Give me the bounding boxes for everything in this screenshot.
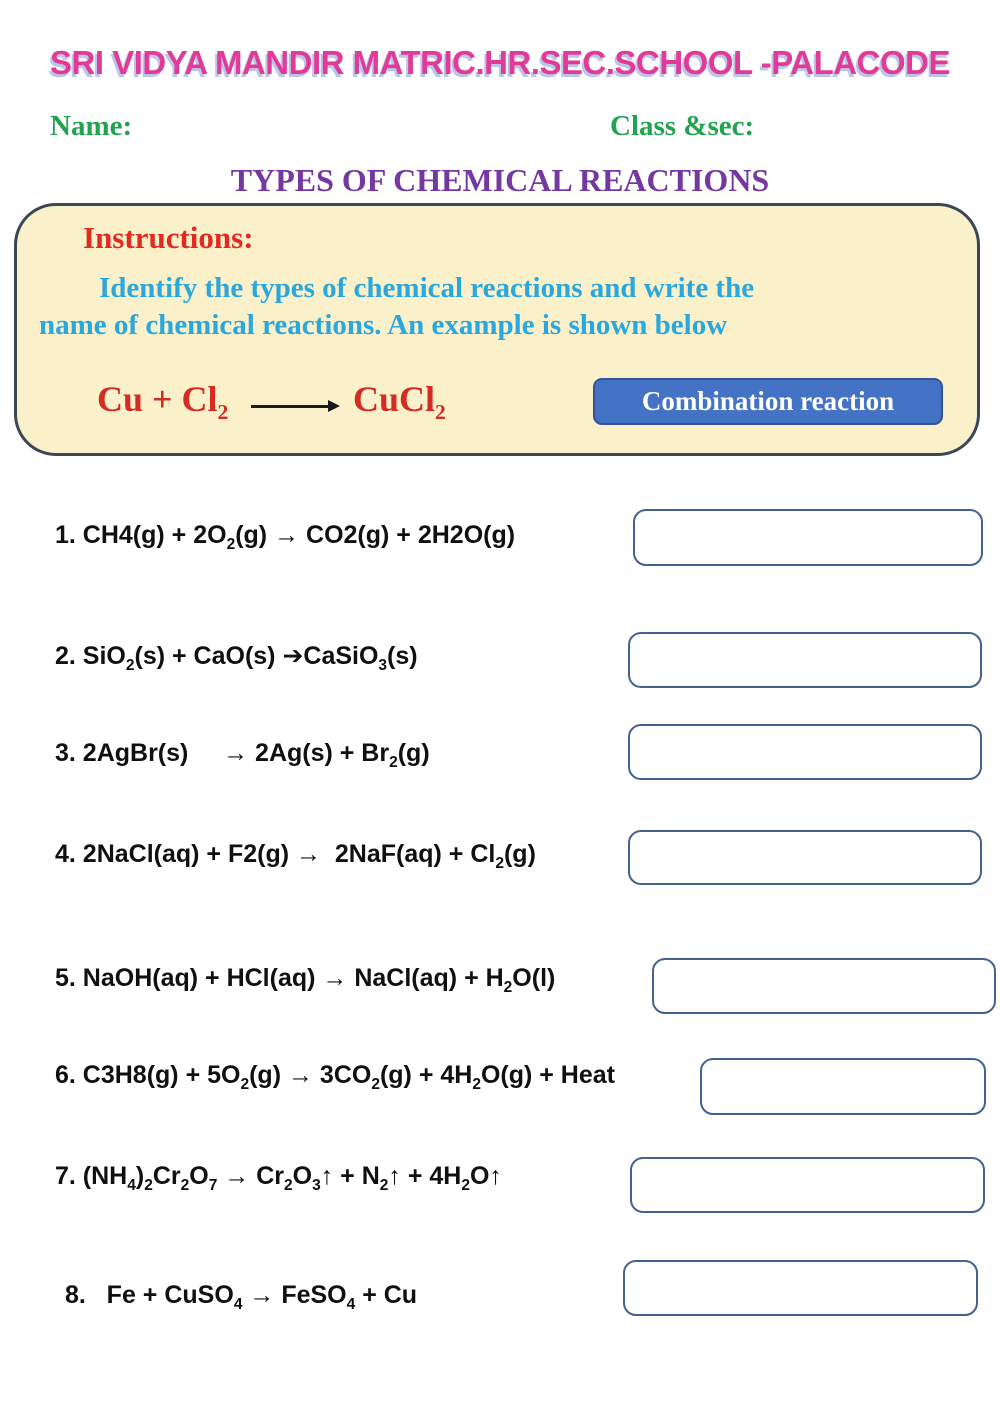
answer-input-5[interactable] [652, 958, 996, 1014]
instructions-line-1: Identify the types of chemical reactions and write the [99, 272, 755, 304]
school-title: SRI VIDYA MANDIR MATRIC.HR.SEC.SCHOOL -PALACODE [50, 44, 950, 81]
instructions-body [39, 270, 939, 344]
question-6-equation: 6. $C3H8(g) + 5O_2(g) \to 3CO_2(g) + 4H_2O(g)$ + Heat [55, 1061, 615, 1093]
answer-input-2[interactable] [628, 632, 982, 688]
instructions-box [14, 203, 980, 456]
instructions-line-2: name of chemical reactions. An example is shown below [39, 309, 728, 341]
class-section-label: Class &sec: [610, 110, 755, 142]
instructions-heading: Instructions: [83, 220, 254, 255]
question-3-equation: 3. 2AgBr(s) → $2Ag(s) + Br_2(g)$ [55, 739, 430, 771]
name-label: Name: [50, 110, 133, 142]
right-arrow-icon [251, 405, 329, 408]
example-product: CuCl$_2$ [353, 379, 446, 425]
worksheet-title: TYPES OF CHEMICAL REACTIONS [230, 162, 770, 198]
answer-input-3[interactable] [628, 724, 982, 780]
question-2-equation: 2. SiO$_2$(s) + CaO(s) ➔CaSiO$_3$(s) [55, 642, 418, 674]
question-4-equation: 4. 2NaCl(aq) + $F2(g) \to 2NaF(aq) + Cl_2(g)$ [55, 840, 536, 872]
question-1-equation: 1. $CH4(g) + 2O_2(g) \to CO2(g) + 2H2O(g)$ [55, 521, 516, 553]
question-5-equation: 5. NaOH(aq) + HCl(aq) → NaCl(aq) + $H_2O(l)$ [55, 964, 556, 996]
answer-input-1[interactable] [633, 509, 983, 566]
question-7-equation: 7. $(NH_4)_2Cr_2O_7$ → $Cr_2O_3↑$ + $N_2↑$ + $4H_2O↑$ [55, 1162, 502, 1194]
answer-input-4[interactable] [628, 830, 982, 885]
example-answer-button[interactable]: Combination reaction [593, 378, 943, 425]
answer-input-8[interactable] [623, 1260, 978, 1316]
answer-input-7[interactable] [630, 1157, 985, 1213]
example-reactants: $Cu + Cl_2$ [97, 379, 229, 425]
question-8-equation: 8. Fe + CuSO$_4$ → FeSO$_4$ + Cu [65, 1281, 418, 1313]
answer-input-6[interactable] [700, 1058, 986, 1115]
